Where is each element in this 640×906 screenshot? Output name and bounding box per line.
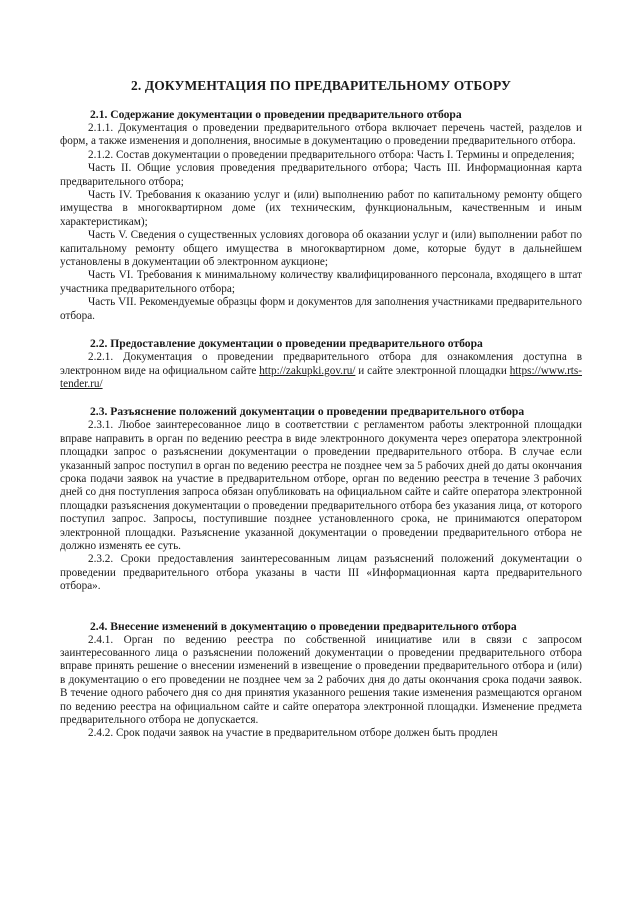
paragraph-part-5: Часть V. Сведения о существенных условиях договора об оказании услуг и (или) выполнении работ по капитальному ремонту общего имущества в многоквартирном доме, которые будут в дальнейшем установлены в документации об электронном аукционе; [60,229,582,269]
paragraph-2-2-1 [60,351,582,391]
paragraph-text: 2.2.1. Документация о проведении предварительного отбора для ознакомления доступна в электронном виде на официальном сайте [60,351,582,377]
section-2-3 [60,405,582,593]
paragraph-2-3-1: 2.3.1. Любое заинтересованное лицо в соответствии с регламентом работы электронной площадки вправе направить в орган по ведению реестра в виде электронного документа через оператора электронной площадки запрос о разъяснении документации о проведении предварительного отбора. В случае если указанный запрос поступил в орган по ведению реестра не позднее чем за 5 рабочих дней до даты окончания срока подачи заявок на участие в предварительном отборе, орган по ведению реестра в течение 3 рабочих дней со дня поступления запроса обязан опубликовать на официальном сайте и сайте оператора электронной площадки разъяснения документации о проведении предварительного отбора без указания лица, от которого поступил запрос. Запросы, поступившие позднее установленного срока, не принимаются оператором электронной площадки. Разъяснение указанной документации о проведении предварительного отбора не должно изменять ее суть. [60,419,582,552]
paragraph-part-4: Часть IV. Требования к оказанию услуг и (или) выполнению работ по капитальному ремонту общего имущества в многоквартирном доме (их техническим, функциональным, качественным и иным характеристикам); [60,189,582,228]
paragraph-2-4-1: 2.4.1. Орган по ведению реестра по собственной инициативе или в связи с запросом заинтересованного лица о разъяснении положений документации о проведении предварительного отбора вправе принять решение о внесении изменений в извещение о проведении предварительного отбора и (или) в документацию о его проведении не позднее чем за 2 рабочих дня до даты окончания срока подачи заявок. В течение одного рабочего дня со дня принятия указанного решения такие изменения размещаются органом по ведению реестра на официальном сайте и сайте оператора электронной площадки. Изменение предмета предварительного отбора не допускается. [60,633,582,727]
rts-tender-link[interactable]: https://www.rts-tender.ru/ [60,364,582,390]
paragraph-part-6: Часть VI. Требования к минимальному количеству квалифицированного персонала, входящего в штат участника предварительного отбора; [60,269,582,295]
section-2-4 [60,620,582,741]
section-heading: 2.3. Разъяснение положений документации о проведении предварительного отбора [90,405,525,419]
paragraph-2-3-2: 2.3.2. Сроки предоставления заинтересованным лицам разъяснений положений документации о проведении предварительного отбора указаны в части III «Информационная карта предварительного отбора». [60,553,582,593]
section-2-1 [60,108,582,323]
section-2-2 [60,337,582,391]
paragraph-2-1-1: 2.1.1. Документация о проведении предварительного отбора включает перечень частей, разделов и форм, а также изменения и дополнения, вносимые в документацию о проведении предварительного отбора. [60,122,582,148]
section-heading: 2.2. Предоставление документации о проведении предварительного отбора [90,337,483,351]
paragraph-2-4-2: 2.4.2. Срок подачи заявок на участие в предварительном отборе должен быть продлен [88,727,498,740]
section-heading: 2.4. Внесение изменений в документацию о проведении предварительного отбора [90,619,517,633]
document-title: 2. ДОКУМЕНТАЦИЯ ПО ПРЕДВАРИТЕЛЬНОМУ ОТБОРУ [131,78,511,93]
paragraph-part-2-3: Часть II. Общие условия проведения предварительного отбора; Часть III. Информационная карта предварительного отбора; [60,162,582,188]
paragraph-part-7: Часть VII. Рекомендуемые образцы форм и документов для заполнения участниками предварительного отбора. [60,296,582,322]
zakupki-link[interactable]: http://zakupki.gov.ru/ [259,364,356,377]
paragraph-2-1-2: 2.1.2. Состав документации о проведении предварительного отбора: Часть I. Термины и определения; [88,148,575,161]
paragraph-text: и сайте электронной площадки [355,364,510,377]
section-heading: 2.1. Содержание документации о проведении предварительного отбора [90,108,462,121]
